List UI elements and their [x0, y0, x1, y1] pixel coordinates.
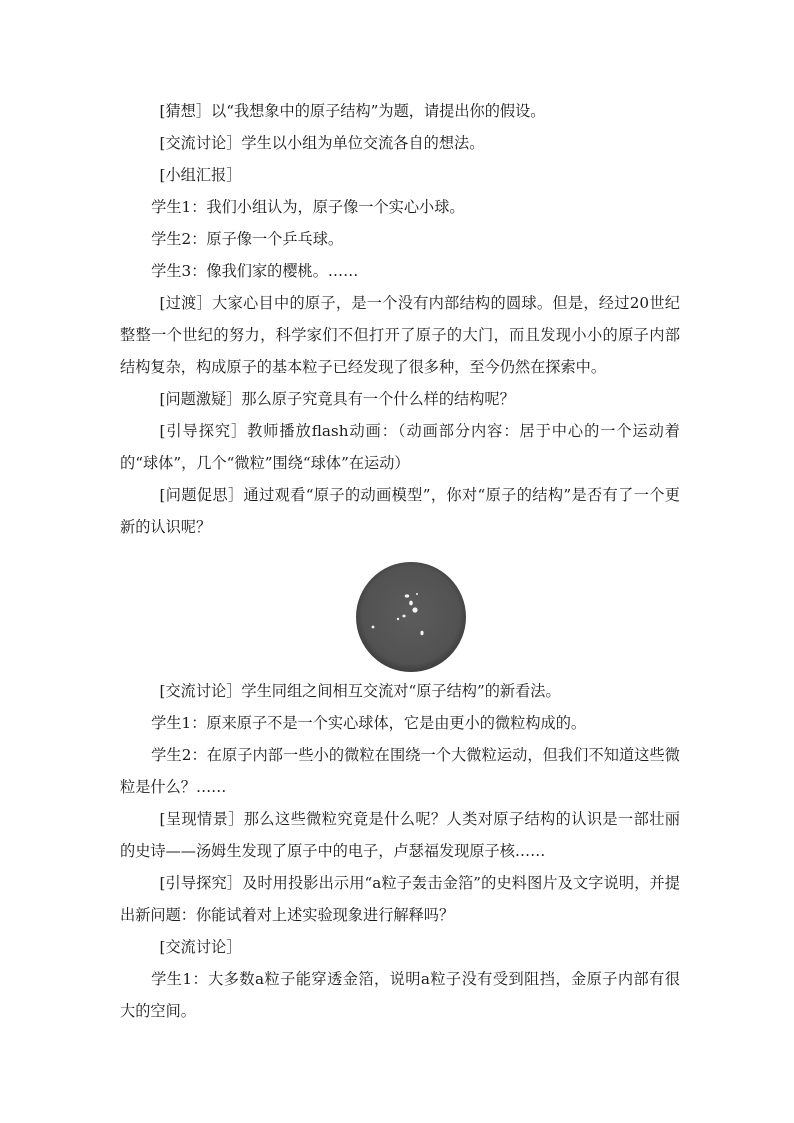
- paragraph-guided-inquiry-2: [引导探究］及时用投影出示用“a粒子轰击金箔”的史料图片及文字说明，并提出新问题：你能试着对上述实验现象进行解释吗？: [120, 874, 680, 924]
- atom-animation-illustration-icon: [355, 561, 467, 673]
- paragraph-guided-inquiry: [引导探究］教师播放flash动画：（动画部分内容：居于中心的一个运动着的“球体”，几个“微粒”围绕“球体”在运动）: [120, 422, 680, 472]
- paragraph-transition: [过渡］大家心目中的原子，是一个没有内部结构的圆球。但是，经过20世纪整整一个世纪的努力，科学家们不但打开了原子的大门，而且发现小小的原子内部结构复杂，构成原子的基本粒子已经发现了很多种，至今仍然在探索中。: [120, 294, 680, 376]
- paragraph-group-report: [小组汇报］: [159, 166, 242, 184]
- paragraph-discussion-3: [交流讨论］: [159, 938, 242, 956]
- paragraph-student-2: 学生2：原子像一个乒乓球。: [151, 230, 344, 248]
- paragraph-student-3: 学生3：像我们家的樱桃。……: [151, 262, 359, 280]
- paragraph-scenario: [呈现情景］那么这些微粒究竟是什么呢？人类对原子结构的认识是一部壮丽的史诗——汤姆生发现了原子中的电子，卢瑟福发现原子核……: [120, 810, 680, 860]
- paragraph-student-2b: 学生2：在原子内部一些小的微粒在围绕一个大微粒运动，但我们不知道这些微粒是什么？……: [120, 746, 680, 796]
- paragraph-student-1b: 学生1：原来原子不是一个实心球体，它是由更小的微粒构成的。: [151, 714, 587, 732]
- paragraph-discussion-1: [交流讨论］学生以小组为单位交流各自的想法。: [159, 134, 485, 152]
- paragraph-student-1: 学生1：我们小组认为，原子像一个实心小球。: [151, 198, 465, 216]
- atom-figure: [120, 547, 680, 669]
- paragraph-question: [问题激疑］那么原子究竟具有一个什么样的结构呢？: [159, 390, 515, 408]
- paragraph-guess: [猜想］以“我想象中的原子结构”为题，请提出你的假设。: [159, 102, 546, 120]
- paragraph-discussion-2: [交流讨论］学生同组之间相互交流对“原子结构”的新看法。: [159, 682, 561, 700]
- paragraph-prompt-thinking: [问题促思］通过观看“原子的动画模型”，你对“原子的结构”是否有了一个更新的认识呢？: [120, 486, 680, 536]
- document-page: [120, 95, 680, 1027]
- paragraph-student-1c: 学生1：大多数a粒子能穿透金箔，说明a粒子没有受到阻挡，金原子内部有很大的空间。: [120, 970, 680, 1020]
